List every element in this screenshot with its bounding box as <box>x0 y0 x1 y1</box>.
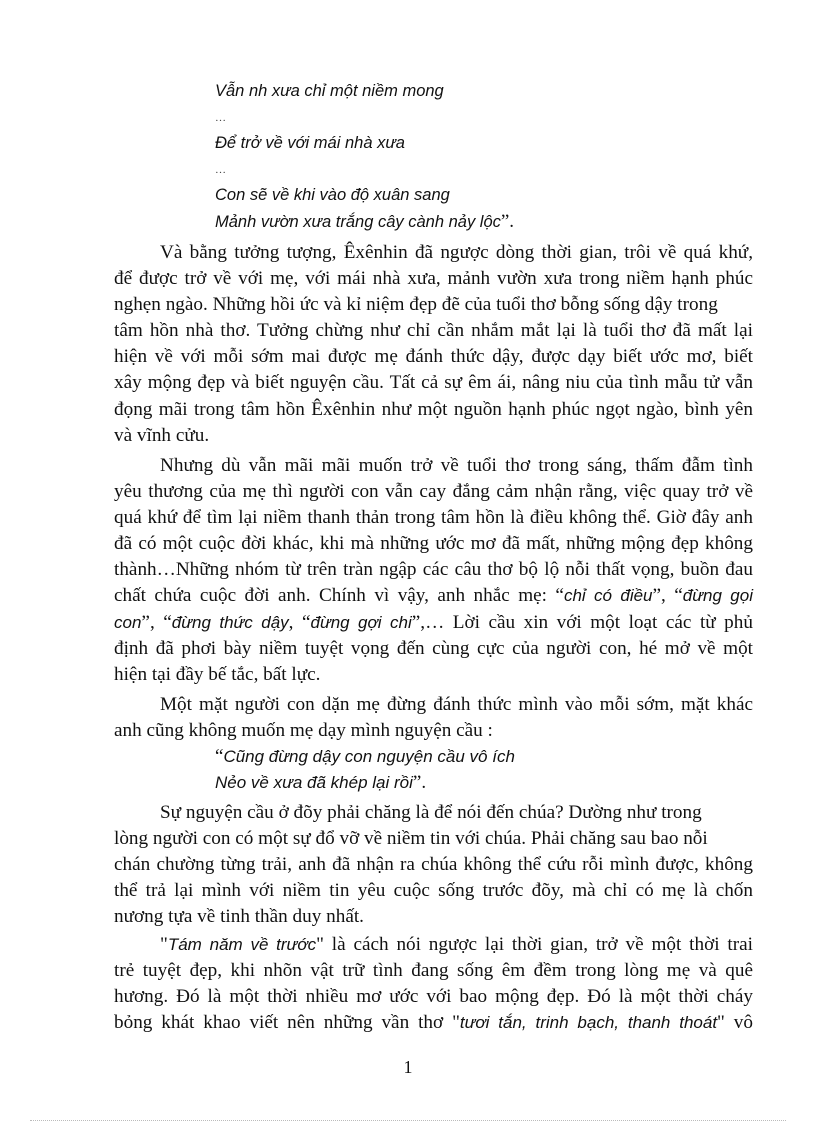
paragraph-1-line: nghẹn ngào. Những hồi ức và kỉ niệm đẹp đẽ của tuổi thơ bỗng sống dậy trong <box>114 294 718 316</box>
quote-close: ”. <box>412 772 427 793</box>
page-number: 1 <box>403 1057 413 1077</box>
paragraph-2-line <box>114 583 753 609</box>
poem-line-1: Vẫn nh xưa chỉ một niềm mong <box>215 82 444 100</box>
paragraph-1-line: Và bằng tưởng tượng, Êxênhin đã ngược dòng thời gian, trôi về quá khứ, <box>160 242 753 263</box>
poem-line-4 <box>215 211 514 233</box>
paragraph-4-line: Sự nguyện cầu ở đõy phải chăng là để nói đến chúa? Dường như trong <box>160 802 702 823</box>
poem-line-2: Để trở về với mái nhà xưa <box>215 134 405 152</box>
italic-quote: tươi tắn, trinh bạch, thanh thoát <box>459 1013 718 1033</box>
paragraph-1-line: xây mộng đẹp và biết nguyện cầu. Tất cả sự êm ái, nâng niu của tình mẫu tử vẫn <box>114 372 753 394</box>
text-run: bỏng khát khao viết nên những vần thơ " <box>114 1012 460 1034</box>
paragraph-4-line: chán chường từng trải, anh đã nhận ra chúa không thể cứu rỗi mình được, không <box>114 854 753 876</box>
text-run: " là cách nói ngược lại thời gian, trở về một thời trai <box>316 934 753 955</box>
text-run: chất chứa cuộc đời anh. Chính vì vậy, anh nhắc mẹ: “ <box>114 585 564 607</box>
paragraph-2-line: thành…Những nhóm từ trên tràn ngập các câu thơ bộ lộ nỗi thất vọng, buồn đau <box>114 559 753 581</box>
paragraph-4-line: lòng người con có một sự đổ vỡ về niềm tin với chúa. Phải chăng sau bao nỗi <box>114 828 708 850</box>
paragraph-2-line: yêu thương của mẹ thì người con vẫn cay đắng cảm nhận rằng, việc quay trở về <box>114 481 753 503</box>
text-run: , “ <box>288 611 311 633</box>
paragraph-1-line: tâm hồn nhà thơ. Tưởng chừng như chỉ cần nhắm mắt lại là tuổi thơ đã mất lại <box>114 320 753 342</box>
text-run: " <box>160 934 168 955</box>
paragraph-1 <box>114 240 753 449</box>
poem-line-4-end: ”. <box>500 211 515 232</box>
paragraph-1-line: đọng mãi trong tâm hồn Êxênhin như một nguồn hạnh phúc ngọt ngào, bình yên <box>114 398 753 420</box>
paragraph-3 <box>114 692 753 744</box>
page-bottom-rule <box>30 1120 786 1121</box>
paragraph-4 <box>114 800 753 930</box>
paragraph-2-line: đã có một cuộc đời khác, khi mà những ước mơ đã mất, những mộng đẹp không <box>114 533 753 555</box>
paragraph-2-line: định đã phơi bày niềm tuyệt vọng đến cùng cực của người con, hé mở về một <box>114 637 753 659</box>
quote-open: “ <box>215 746 224 767</box>
paragraph-2-line: quá khứ để tìm lại niềm thanh thản trong tâm hồn là điều không thể. Giờ đây anh <box>114 507 753 529</box>
paragraph-5-line <box>114 1010 753 1036</box>
text-run: ”, “ <box>141 611 172 633</box>
paragraph-2-line: hiện tại đầy bế tắc, bất lực. <box>114 663 321 685</box>
poem-ellipsis-2: … <box>215 164 226 176</box>
text-run: " vô <box>717 1012 753 1034</box>
paragraph-2-line <box>114 610 753 636</box>
italic-quote: Tám năm về trước <box>167 935 317 954</box>
paragraph-1-line: để được trở về với mẹ, với mái nhà xưa, mảnh vườn xưa trong niềm hạnh phúc <box>114 268 753 290</box>
quote-text: Cũng đừng dậy con nguyện cầu vô ích <box>223 747 515 766</box>
poem-ellipsis-1: … <box>215 112 226 124</box>
italic-quote: đừng gọi <box>682 586 753 606</box>
paragraph-2 <box>114 453 753 688</box>
paragraph-5 <box>114 932 753 1036</box>
paragraph-5-line: hương. Đó là một thời nhiều mơ ước với bao mộng đẹp. Đó là một thời cháy <box>114 986 753 1008</box>
paragraph-2-line: Nhưng dù vẫn mãi mãi muốn trở về tuổi thơ trong sáng, thấm đẫm tình <box>160 455 753 476</box>
paragraph-1-line: và vĩnh cửu. <box>114 424 210 446</box>
text-run: ”, “ <box>652 585 683 607</box>
italic-quote: đừng gợi chi <box>310 612 412 632</box>
paragraph-5-line: trẻ tuyệt đẹp, khi nhõn vật trữ tình đang sống êm đềm trong lòng mẹ và quê <box>114 960 753 982</box>
italic-quote: chỉ có điều <box>563 586 653 606</box>
paragraph-5-line <box>160 932 753 958</box>
quote-text: Nẻo về xưa đã khép lại rồi <box>215 773 413 792</box>
paragraph-1-line: hiện về với mỗi sớm mai được mẹ đánh thức dậy, được dạy biết ước mơ, biết <box>114 346 753 368</box>
quote-line-2 <box>215 772 426 794</box>
poem-line-3: Con sẽ về khi vào độ xuân sang <box>215 186 450 204</box>
italic-quote: con <box>114 612 142 632</box>
italic-quote: đừng thức dậy <box>171 612 289 632</box>
paragraph-3-line: Một mặt người con dặn mẹ đừng đánh thức mình vào mỗi sớm, mặt khác <box>160 694 753 715</box>
quote-line-1 <box>215 746 515 768</box>
paragraph-3-line: anh cũng không muốn mẹ dạy mình nguyện cầu : <box>114 720 493 742</box>
poem-line-4-text: Mảnh vườn xưa trắng cây cành nảy lộc <box>215 213 501 231</box>
paragraph-4-line: thể trả lại mình với niềm tin yêu cuộc sống trước đõy, mà chỉ có mẹ là chốn <box>114 880 753 902</box>
text-run: ”,… Lời cầu xin với một loạt các từ phủ <box>411 611 753 633</box>
paragraph-4-line: nương tựa về tinh thần duy nhất. <box>114 906 364 928</box>
